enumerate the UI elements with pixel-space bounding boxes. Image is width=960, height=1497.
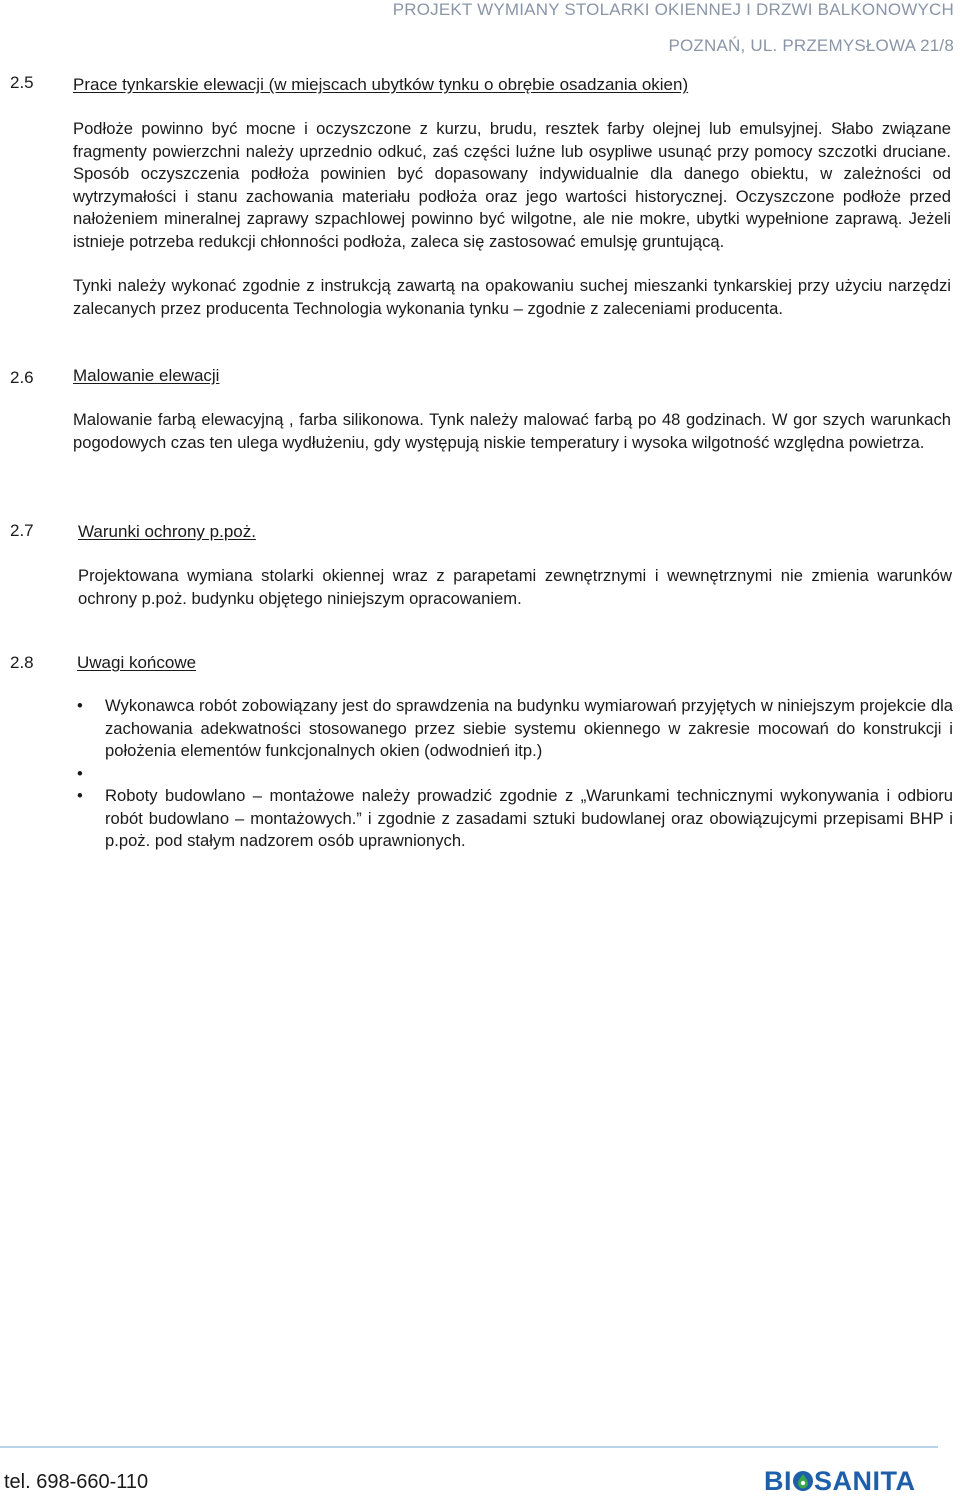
bullet-icon: • xyxy=(77,763,83,783)
section-2-6-paragraph-1: Malowanie farbą elewacyjną , farba silikonowa. Tynk należy malować farbą po 48 godzinach. W gor szych warunkach pogodowych czas ten ulega wydłużeniu, gdy występują niskie temperatury i wysoka wilgotność względna powietrza. xyxy=(73,410,951,452)
logo-text-right: SANITA xyxy=(814,1466,916,1496)
list-item xyxy=(77,695,953,763)
footer-phone: tel. 698-660-110 xyxy=(4,1471,149,1493)
section-number-2-7: 2.7 xyxy=(10,521,34,540)
section-2-5-paragraph-2: Tynki należy wykonać zgodnie z instrukcją zawartą na opakowaniu suchej mieszanki tynkarskiej przy użyciu narzędzi zalecanych przez producenta Technologia wykonania tynku – zgodnie z zaleceniami producenta. xyxy=(73,276,951,318)
logo-text-left: BI xyxy=(764,1466,792,1496)
section-title-2-8: Uwagi końcowe xyxy=(77,653,197,672)
section-number-2-5: 2.5 xyxy=(10,73,34,92)
bullet-icon: • xyxy=(77,786,83,805)
list-item xyxy=(77,785,953,853)
list-item-empty xyxy=(77,763,953,786)
biosanita-logo xyxy=(764,1466,940,1494)
closing-remarks-list xyxy=(77,695,953,853)
section-title-2-7: Warunki ochrony p.poż. xyxy=(78,522,256,541)
section-number-2-6: 2.6 xyxy=(10,368,34,387)
logo-drop-icon xyxy=(792,1470,814,1492)
section-number-2-8: 2.8 xyxy=(10,653,34,672)
list-item-text: Wykonawca robót zobowiązany jest do sprawdzenia na budynku wymiarowań przyjętych w niniejszym projekcie dla zachowania adekwatności stosowanego przez siebie systemu okiennego w zakresie mocowań do konstrukcji i położenia elementów funkcjonalnych okien (odwodnień itp.) xyxy=(105,696,953,760)
section-2-7-paragraph-1: Projektowana wymiana stolarki okiennej wraz z parapetami zewnętrznymi i wewnętrznymi nie zmienia warunków ochrony p.poż. budynku objętego niniejszym opracowaniem. xyxy=(78,566,952,608)
section-title-2-5: Prace tynkarskie elewacji (w miejscach ubytków tynku o obrębie osadzania okien) xyxy=(73,75,689,94)
list-item-text: Roboty budowlano – montażowe należy prowadzić zgodnie z „Warunkami technicznymi wykonywania i odbioru robót budowlano – montażowych.” i zgodnie z zasadami sztuki budowlanej oraz obowiązujcymi przepisami BHP i p.poż. pod stałym nadzorem osób uprawnionych. xyxy=(105,786,953,850)
section-2-5-paragraph-1: Podłoże powinno być mocne i oczyszczone z kurzu, brudu, resztek farby olejnej lub emulsyjnej. Słabo związane fragmenty powierzchni należy uprzednio odkuć, zaś części luźne lub osypliwe usunąć przy pomocy szczotki druciane. Sposób oczyszczenia podłoża powinien być dopasowany indywidualnie dla danego obiektu, w zależności od wytrzymałości i stanu zachowania materiału podłoża oraz jego wartości historycznej. Oczyszczone podłoże przed nałożeniem mineralnej zaprawy szpachlowej powinno być wilgotne, ale nie mokre, ubytki wypełnione zaprawą. Jeżeli istnieje potrzeba redukcji chłonności podłoża, zaleca się zastosować emulsję gruntującą. xyxy=(73,119,951,251)
header-project-title: PROJEKT WYMIANY STOLARKI OKIENNEJ I DRZWI BALKONOWYCH xyxy=(392,0,954,19)
section-title-2-6: Malowanie elewacji xyxy=(73,366,220,385)
footer-divider xyxy=(0,1446,938,1448)
header-address: POZNAŃ, UL. PRZEMYSŁOWA 21/8 xyxy=(668,36,954,55)
bullet-icon: • xyxy=(77,696,83,715)
